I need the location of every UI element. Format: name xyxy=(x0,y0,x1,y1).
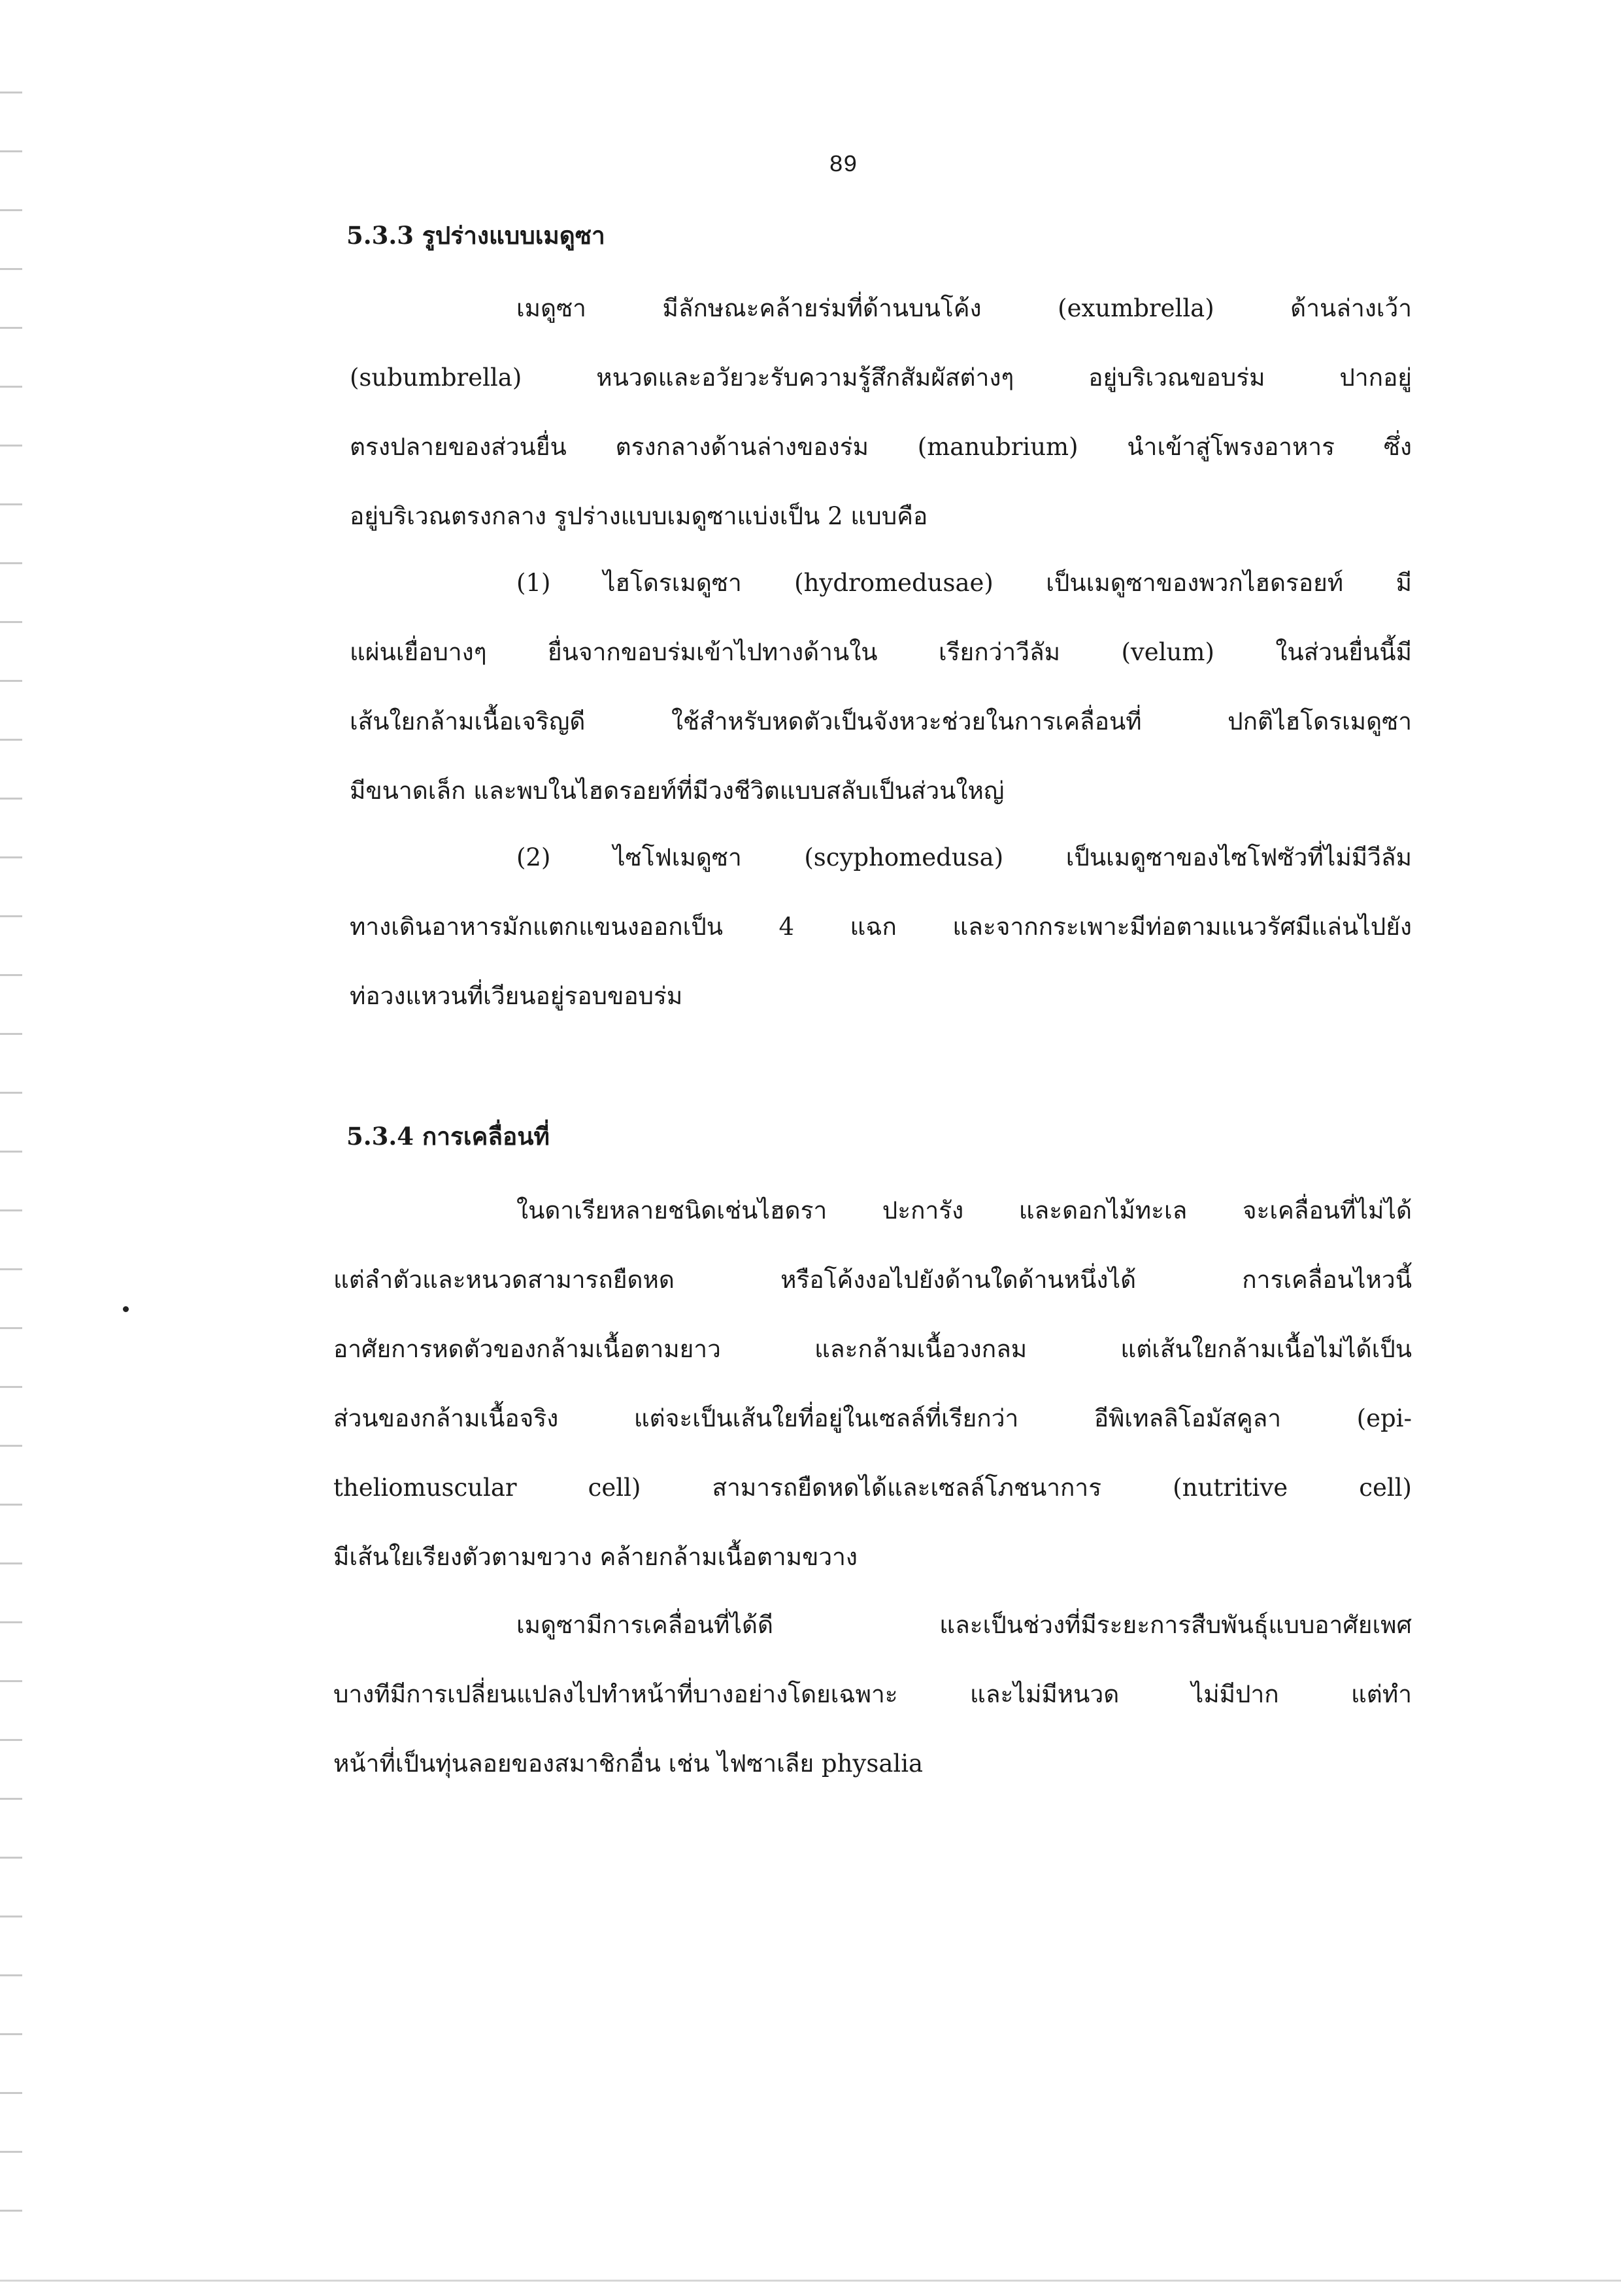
section-heading-5-3-4: 5.3.4 การเคลื่อนที่ xyxy=(346,1122,550,1151)
scan-speck xyxy=(123,1306,129,1312)
paragraph-line: บางทีมีการเปลี่ยนแปลงไปทำหน้าที่บางอย่างโดยเฉพาะ และไม่มีหนวด ไม่มีปาก แต่ทำ xyxy=(333,1680,1412,1708)
paragraph-line: ทางเดินอาหารมักแตกแขนงออกเป็น 4 แฉก และจากกระเพาะมีท่อตามแนวรัศมีแล่นไปยัง xyxy=(350,913,1412,941)
paragraph-line: แต่ลำตัวและหนวดสามารถยืดหด หรือโค้งงอไปยังด้านใดด้านหนึ่งได้ การเคลื่อนไหวนี้ xyxy=(333,1266,1412,1294)
paragraph-line: เส้นใยกล้ามเนื้อเจริญดี ใช้สำหรับหดตัวเป็นจังหวะช่วยในการเคลื่อนที่ ปกติไฮโดรเมดูซา xyxy=(350,707,1412,735)
paragraph-line: เมดูซามีการเคลื่อนที่ได้ดี และเป็นช่วงที่มีระยะการสืบพันธุ์แบบอาศัยเพศ xyxy=(516,1611,1412,1639)
paragraph-line: (1) ไฮโดรเมดูซา (hydromedusae) เป็นเมดูซาของพวกไฮดรอยท์ มี xyxy=(516,569,1412,597)
paragraph-line: เมดูซา มีลักษณะคล้ายร่มที่ด้านบนโค้ง (exumbrella) ด้านล่างเว้า xyxy=(516,294,1412,322)
paragraph-line: (subumbrella) หนวดและอวัยวะรับความรู้สึกสัมผัสต่างๆ อยู่บริเวณขอบร่ม ปากอยู่ xyxy=(350,363,1412,392)
page-bottom-edge xyxy=(0,2280,1621,2282)
paragraph-line: แผ่นเยื่อบางๆ ยื่นจากขอบร่มเข้าไปทางด้านใน เรียกว่าวีลัม (velum) ในส่วนยื่นนี้มี xyxy=(350,638,1412,666)
paragraph-line: อาศัยการหดตัวของกล้ามเนื้อตามยาว และกล้ามเนื้อวงกลม แต่เส้นใยกล้ามเนื้อไม่ได้เป็น xyxy=(333,1335,1412,1363)
paragraph-line: theliomuscular cell) สามารถยืดหดได้และเซลล์โภชนาการ (nutritive cell) xyxy=(333,1474,1412,1502)
paragraph-line: (2) ไซโฟเมดูซา (scyphomedusa) เป็นเมดูซาของไซโฟซัวที่ไม่มีวีลัม xyxy=(516,843,1412,871)
paragraph-line: ตรงปลายของส่วนยื่น ตรงกลางด้านล่างของร่ม (manubrium) นำเข้าสู่โพรงอาหาร ซึ่ง xyxy=(350,433,1412,461)
page-number: 89 xyxy=(829,152,858,178)
section-heading-5-3-3: 5.3.3 รูปร่างแบบเมดูซา xyxy=(346,221,605,250)
paragraph-line: หน้าที่เป็นทุ่นลอยของสมาชิกอื่น เช่น ไฟซาเลีย physalia xyxy=(333,1749,924,1778)
paragraph-line: ในดาเรียหลายชนิดเช่นไฮดรา ปะการัง และดอกไม้ทะเล จะเคลื่อนที่ไม่ได้ xyxy=(516,1196,1412,1224)
paragraph-line: มีขนาดเล็ก และพบในไฮดรอยท์ที่มีวงชีวิตแบบสลับเป็นส่วนใหญ่ xyxy=(350,777,1005,805)
binding-margin-marks xyxy=(0,0,26,2296)
paragraph-line: ท่อวงแหวนที่เวียนอยู่รอบขอบร่ม xyxy=(350,982,683,1010)
paragraph-line: มีเส้นใยเรียงตัวตามขวาง คล้ายกล้ามเนื้อตามขวาง xyxy=(333,1543,858,1571)
paragraph-line: อยู่บริเวณตรงกลาง รูปร่างแบบเมดูซาแบ่งเป็น 2 แบบคือ xyxy=(350,502,928,530)
paragraph-line: ส่วนของกล้ามเนื้อจริง แต่จะเป็นเส้นใยที่อยู่ในเซลล์ที่เรียกว่า อีพิเทลลิโอมัสคูลา (epi- xyxy=(333,1404,1412,1432)
